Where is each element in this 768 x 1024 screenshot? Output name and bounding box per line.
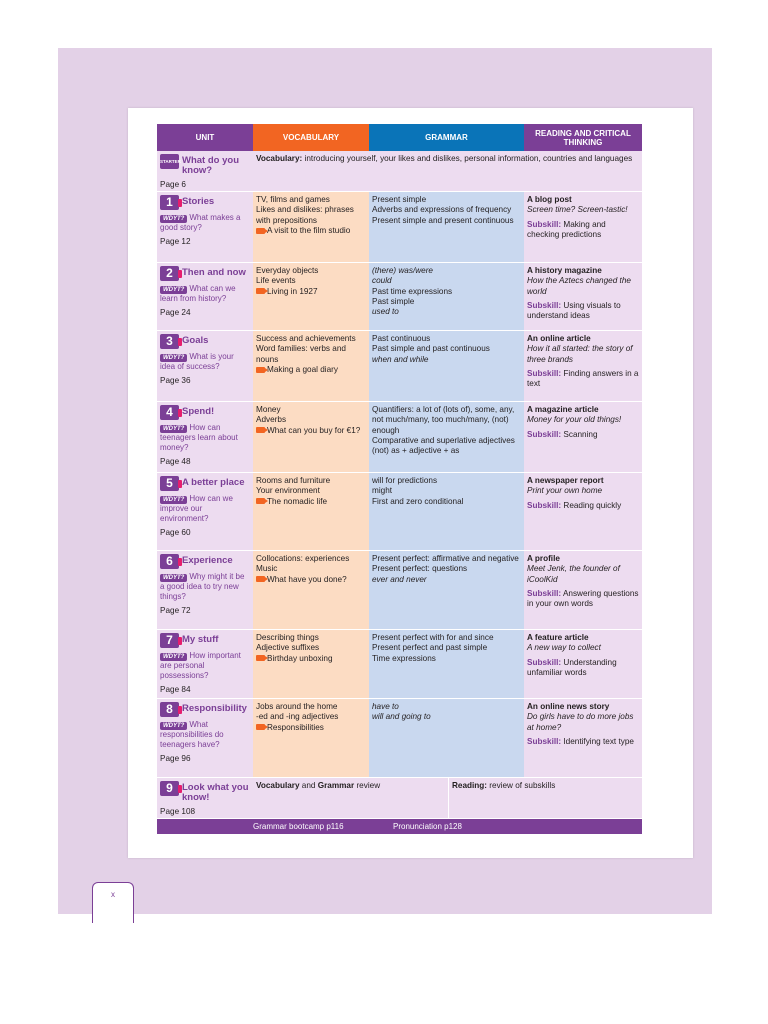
video-label: Responsibilities xyxy=(267,722,324,732)
subskill-label: Subskill: xyxy=(527,300,562,310)
reading-title: A newspaper report xyxy=(527,476,604,485)
header-vocabulary: VOCABULARY xyxy=(253,124,369,151)
starter-vocabulary-cell xyxy=(253,151,642,191)
subskill xyxy=(527,658,639,679)
video-item xyxy=(256,497,366,507)
grammar-item: (not) as + adjective + as xyxy=(372,446,460,456)
grammar-item: Adverbs and expressions of frequency xyxy=(372,205,512,215)
question-text: How can we improve our environment? xyxy=(160,494,233,523)
question-text: What makes a good story? xyxy=(160,213,241,232)
vocab-item: Your environment xyxy=(256,486,320,496)
table-row xyxy=(157,331,642,402)
unit-title: Responsibility xyxy=(182,703,247,714)
unit-cell xyxy=(157,402,253,472)
page-number: Page 84 xyxy=(160,685,191,694)
subskill-label: Subskill: xyxy=(527,429,562,439)
page-number: Page 96 xyxy=(160,754,191,763)
grammar-item: Quantifiers: a lot of (lots of), some, any, not much/many, too much/many, (not) enough xyxy=(372,405,515,435)
grammar-item: First and zero conditional xyxy=(372,496,464,506)
grammar-item: will and going to xyxy=(372,712,431,722)
wdyt-question xyxy=(160,494,250,524)
video-label: What can you buy for €1? xyxy=(267,425,361,435)
video-icon xyxy=(256,655,265,661)
wdyt-question xyxy=(160,572,250,602)
table-row xyxy=(157,151,642,192)
wdyt-question xyxy=(160,284,250,304)
video-item xyxy=(256,575,366,585)
unit-number: 7 xyxy=(160,633,179,648)
reading-title: A feature article xyxy=(527,633,589,642)
grammar-item: Present perfect: affirmative and negative xyxy=(372,554,519,563)
grammar-item: might xyxy=(372,486,393,496)
question-text: How can teenagers learn about money? xyxy=(160,423,238,452)
unit-cell xyxy=(157,778,253,818)
vocab-item: Rooms and furniture xyxy=(256,476,331,485)
unit-number: 5 xyxy=(160,476,179,491)
vocabulary-cell xyxy=(253,192,369,262)
table-row xyxy=(157,699,642,778)
page-number: Page 60 xyxy=(160,528,191,537)
vocabulary-cell xyxy=(253,699,369,777)
grammar-cell xyxy=(369,263,524,330)
grammar-item: have to xyxy=(372,702,399,711)
grammar-item: could xyxy=(372,276,392,286)
unit-number: 8 xyxy=(160,702,179,717)
vocabulary-cell xyxy=(253,331,369,401)
reading-subtitle: Do girls have to do more jobs at home? xyxy=(527,712,634,732)
subskill-text: Reading quickly xyxy=(561,500,622,510)
unit-title: What do you know? xyxy=(182,155,239,176)
footer-bar xyxy=(157,819,642,834)
video-icon xyxy=(256,288,265,294)
unit-cell xyxy=(157,473,253,550)
grammar-bold: Grammar xyxy=(317,781,355,790)
reading-title: A profile xyxy=(527,554,560,563)
reading-title: A history magazine xyxy=(527,266,602,275)
subskill-text: Answering questions in your own words xyxy=(527,588,639,609)
video-item xyxy=(256,723,366,733)
subskill xyxy=(527,301,639,322)
vocabulary-cell xyxy=(253,551,369,629)
question-text: What is your idea of success? xyxy=(160,352,234,371)
subskill-label: Subskill: xyxy=(527,657,562,667)
wdyt-badge: WDYT? xyxy=(160,496,187,504)
question-text: What responsibilities do teenagers have? xyxy=(160,720,224,749)
question-text: What can we learn from history? xyxy=(160,284,236,303)
subskill-label: Subskill: xyxy=(527,368,562,378)
unit-cell xyxy=(157,263,253,330)
vocab-item: -ed and -ing adjectives xyxy=(256,712,339,722)
wdyt-question xyxy=(160,213,250,233)
video-item xyxy=(256,365,366,375)
header-grammar: GRAMMAR xyxy=(369,124,524,151)
vocab-item: Describing things xyxy=(256,633,319,642)
reading-title: A blog post xyxy=(527,195,572,204)
review-vocabulary-cell xyxy=(253,778,449,818)
video-item xyxy=(256,426,366,436)
unit-number: 4 xyxy=(160,405,179,420)
grammar-item: ever and never xyxy=(372,574,427,584)
grammar-cell xyxy=(369,192,524,262)
reading-subtitle: How it all started: the story of three brands xyxy=(527,344,633,364)
vocab-label: Vocabulary: xyxy=(256,154,303,163)
grammar-cell xyxy=(369,551,524,629)
page-number: Page 12 xyxy=(160,237,191,246)
video-icon xyxy=(256,576,265,582)
vocab-item: Collocations: experiences xyxy=(256,554,350,563)
review-reading-cell xyxy=(449,778,642,818)
wdyt-badge: WDYT? xyxy=(160,286,187,294)
grammar-item: Present perfect: questions xyxy=(372,564,468,574)
reading-cell xyxy=(524,699,642,777)
vocab-item: Adjective suffixes xyxy=(256,643,320,653)
header-unit: UNIT xyxy=(157,124,253,151)
unit-title: Experience xyxy=(182,555,233,566)
page-number: Page 24 xyxy=(160,308,191,317)
grammar-item: Past simple and past continuous xyxy=(372,344,490,354)
unit-title: Then and now xyxy=(182,267,246,278)
subskill xyxy=(527,501,639,511)
vocab-text: introducing yourself, your likes and dislikes, personal information, countries and languages xyxy=(302,154,633,163)
contents-table xyxy=(157,124,642,834)
unit-cell xyxy=(157,331,253,401)
unit-number: 1 xyxy=(160,195,179,210)
vocab-item: Money xyxy=(256,405,281,414)
reading-subtitle: Screen time? Screen-tastic! xyxy=(527,205,628,215)
grammar-item: (there) was/were xyxy=(372,266,433,275)
vocab-item: Adverbs xyxy=(256,415,287,425)
grammar-item: used to xyxy=(372,307,399,317)
grammar-cell xyxy=(369,630,524,698)
reading-cell xyxy=(524,473,642,550)
grammar-item: Time expressions xyxy=(372,653,436,663)
unit-number: 2 xyxy=(160,266,179,281)
subskill xyxy=(527,369,639,390)
unit-number: 9 xyxy=(160,781,179,796)
unit-title: Look what you know! xyxy=(182,782,249,803)
table-row xyxy=(157,778,642,819)
reading-subtitle: Meet Jenk, the founder of iCoolKid xyxy=(527,564,620,584)
video-item xyxy=(256,226,366,236)
vocab-item: Success and achievements xyxy=(256,334,356,343)
unit-cell xyxy=(157,630,253,698)
grammar-item: Present perfect and past simple xyxy=(372,643,488,653)
grammar-cell xyxy=(369,402,524,472)
video-label: The nomadic life xyxy=(267,496,328,506)
subskill-label: Subskill: xyxy=(527,588,562,598)
vocab-item: Jobs around the home xyxy=(256,702,338,711)
question-text: Why might it be a good idea to try new things? xyxy=(160,572,245,601)
subskill xyxy=(527,589,639,610)
unit-number: 3 xyxy=(160,334,179,349)
reading-cell xyxy=(524,263,642,330)
reading-text: review of subskills xyxy=(487,781,556,790)
starter-badge: STARTER xyxy=(160,154,179,169)
video-item xyxy=(256,654,366,664)
table-row xyxy=(157,402,642,473)
video-icon xyxy=(256,724,265,730)
vocab-and: and xyxy=(299,781,318,790)
subskill xyxy=(527,220,639,241)
video-icon xyxy=(256,367,265,373)
wdyt-badge: WDYT? xyxy=(160,425,187,433)
reading-title: A magazine article xyxy=(527,405,599,414)
reading-cell xyxy=(524,192,642,262)
unit-number: 6 xyxy=(160,554,179,569)
wdyt-question xyxy=(160,720,250,750)
grammar-item: when and while xyxy=(372,354,429,364)
table-row xyxy=(157,192,642,263)
vocabulary-cell xyxy=(253,473,369,550)
wdyt-badge: WDYT? xyxy=(160,574,187,582)
unit-cell xyxy=(157,699,253,777)
grammar-bootcamp-link[interactable]: Grammar bootcamp p116 xyxy=(253,822,344,831)
vocab-bold: Vocabulary xyxy=(256,781,300,790)
video-label: Living in 1927 xyxy=(267,286,318,296)
vocab-item: Music xyxy=(256,564,278,574)
reading-subtitle: Money for your old things! xyxy=(527,415,622,425)
unit-title: My stuff xyxy=(182,634,219,645)
reading-subtitle: A new way to collect xyxy=(527,643,601,653)
vocabulary-cell xyxy=(253,402,369,472)
subskill-text: Scanning xyxy=(561,429,598,439)
subskill-text: Understanding unfamiliar words xyxy=(527,657,617,677)
reading-cell xyxy=(524,331,642,401)
subskill xyxy=(527,737,639,747)
grammar-item: will for predictions xyxy=(372,476,438,485)
question-text: How important are personal possessions? xyxy=(160,651,241,680)
table-row xyxy=(157,630,642,699)
grammar-cell xyxy=(369,331,524,401)
vocab-item: TV, films and games xyxy=(256,195,330,204)
subskill-label: Subskill: xyxy=(527,736,562,746)
unit-title: Goals xyxy=(182,335,209,346)
vocab-item: Life events xyxy=(256,276,296,286)
grammar-cell xyxy=(369,473,524,550)
video-icon xyxy=(256,228,265,234)
page-number-tab: x xyxy=(92,882,134,923)
grammar-cell xyxy=(369,699,524,777)
subskill-label: Subskill: xyxy=(527,219,562,229)
wdyt-badge: WDYT? xyxy=(160,215,187,223)
vocabulary-cell xyxy=(253,630,369,698)
grammar-item: Past time expressions xyxy=(372,286,453,296)
subskill xyxy=(527,430,639,440)
video-item xyxy=(256,287,366,297)
wdyt-badge: WDYT? xyxy=(160,722,187,730)
video-label: Birthday unboxing xyxy=(267,653,333,663)
wdyt-question xyxy=(160,651,250,681)
unit-cell xyxy=(157,151,253,191)
grammar-item: Present simple xyxy=(372,195,427,204)
reading-title: An online news story xyxy=(527,702,610,711)
reading-subtitle: Print your own home xyxy=(527,486,603,496)
reading-cell xyxy=(524,551,642,629)
reading-title: An online article xyxy=(527,334,591,343)
page-number: Page 48 xyxy=(160,457,191,466)
unit-cell xyxy=(157,551,253,629)
vocab-item: Likes and dislikes: phrases with prepositions xyxy=(256,205,354,225)
vocabulary-cell xyxy=(253,263,369,330)
subskill-label: Subskill: xyxy=(527,500,562,510)
page-number: Page 108 xyxy=(160,807,196,816)
page-number: Page 36 xyxy=(160,376,191,385)
grammar-item: Present perfect with for and since xyxy=(372,633,494,642)
video-label: What have you done? xyxy=(267,574,347,584)
video-label: A visit to the film studio xyxy=(267,225,351,235)
wdyt-badge: WDYT? xyxy=(160,653,187,661)
vocab-item: Word families: verbs and nouns xyxy=(256,344,346,364)
grammar-item: Past simple xyxy=(372,296,415,306)
reading-bold: Reading: xyxy=(452,781,488,790)
subskill-text: Making and checking predictions xyxy=(527,219,606,239)
video-icon xyxy=(256,498,265,504)
vocab-item: Everyday objects xyxy=(256,266,319,275)
video-icon xyxy=(256,427,265,433)
unit-title: Stories xyxy=(182,196,215,207)
table-row xyxy=(157,473,642,551)
page-number: Page 6 xyxy=(160,180,186,189)
wdyt-badge: WDYT? xyxy=(160,354,187,362)
unit-cell xyxy=(157,192,253,262)
subskill-text: Identifying text type xyxy=(561,736,634,746)
review-text: review xyxy=(354,781,381,790)
subskill-text: Using visuals to understand ideas xyxy=(527,300,621,321)
reading-cell xyxy=(524,630,642,698)
grammar-item: Present simple and present continuous xyxy=(372,215,514,225)
page-number: Page 72 xyxy=(160,606,191,615)
grammar-item: Comparative and superlative adjectives xyxy=(372,435,515,445)
reading-cell xyxy=(524,402,642,472)
unit-title: A better place xyxy=(182,477,245,488)
pronunciation-link[interactable]: Pronunciation p128 xyxy=(393,822,462,831)
unit-title: Spend! xyxy=(182,406,215,417)
subskill-text: Finding answers in a text xyxy=(527,368,639,389)
table-row xyxy=(157,551,642,630)
wdyt-question xyxy=(160,352,250,372)
video-label: Making a goal diary xyxy=(267,364,338,374)
reading-subtitle: How the Aztecs changed the world xyxy=(527,276,631,296)
grammar-item: Past continuous xyxy=(372,334,431,343)
table-row xyxy=(157,263,642,331)
table-header xyxy=(157,124,642,151)
header-reading: READING AND CRITICAL THINKING xyxy=(524,124,642,151)
wdyt-question xyxy=(160,423,250,453)
